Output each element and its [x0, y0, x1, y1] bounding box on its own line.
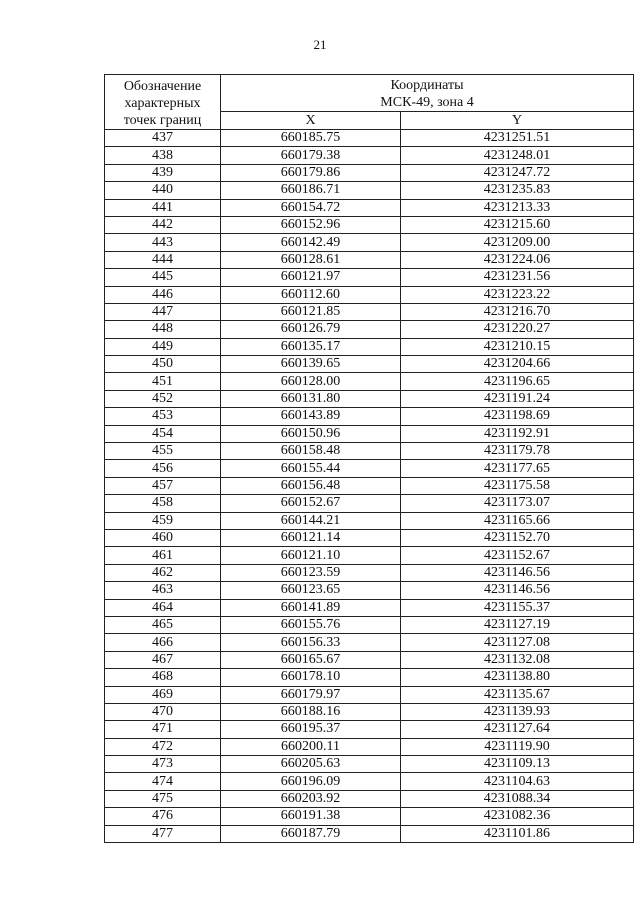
- point-cell: 468: [105, 669, 221, 686]
- table-row: [105, 703, 634, 720]
- point-cell: 467: [105, 651, 221, 668]
- point-cell: 455: [105, 443, 221, 460]
- point-cell: 454: [105, 425, 221, 442]
- table-row: [105, 686, 634, 703]
- point-cell: 469: [105, 686, 221, 703]
- y-coordinate-cell: 4231215.60: [401, 216, 634, 233]
- y-coordinate-cell: 4231152.67: [401, 547, 634, 564]
- y-coordinate-cell: 4231082.36: [401, 808, 634, 825]
- x-coordinate-cell: 660191.38: [221, 808, 401, 825]
- table-row: [105, 443, 634, 460]
- table-row: [105, 495, 634, 512]
- table-row: [105, 164, 634, 181]
- x-coordinate-cell: 660205.63: [221, 756, 401, 773]
- point-cell: 470: [105, 703, 221, 720]
- x-coordinate-cell: 660186.71: [221, 182, 401, 199]
- y-coordinate-cell: 4231146.56: [401, 582, 634, 599]
- x-coordinate-cell: 660196.09: [221, 773, 401, 790]
- point-cell: 450: [105, 356, 221, 373]
- y-coordinate-cell: 4231224.06: [401, 251, 634, 268]
- table-row: [105, 286, 634, 303]
- point-cell: 451: [105, 373, 221, 390]
- point-header-line-2: характерных: [124, 95, 201, 111]
- x-coordinate-cell: 660156.33: [221, 634, 401, 651]
- x-coordinate-cell: 660179.97: [221, 686, 401, 703]
- x-coordinate-cell: 660135.17: [221, 338, 401, 355]
- point-cell: 446: [105, 286, 221, 303]
- x-coordinate-cell: 660158.48: [221, 443, 401, 460]
- point-cell: 453: [105, 408, 221, 425]
- point-cell: 456: [105, 460, 221, 477]
- coordinate-system: МСК-49, зона 4: [380, 95, 474, 110]
- x-coordinate-cell: 660141.89: [221, 599, 401, 616]
- table-row: [105, 547, 634, 564]
- x-coordinate-cell: 660121.85: [221, 303, 401, 320]
- x-coordinate-cell: 660200.11: [221, 738, 401, 755]
- x-coordinate-cell: 660143.89: [221, 408, 401, 425]
- table-body: [105, 130, 634, 843]
- x-coordinate-cell: 660152.67: [221, 495, 401, 512]
- table-row: [105, 408, 634, 425]
- x-coordinate-cell: 660142.49: [221, 234, 401, 251]
- table-row: [105, 199, 634, 216]
- table-row: [105, 477, 634, 494]
- y-coordinate-cell: 4231127.08: [401, 634, 634, 651]
- point-cell: 447: [105, 303, 221, 320]
- x-coordinate-cell: 660112.60: [221, 286, 401, 303]
- y-coordinate-cell: 4231165.66: [401, 512, 634, 529]
- table-row: [105, 773, 634, 790]
- y-coordinate-cell: 4231152.70: [401, 529, 634, 546]
- x-coordinate-cell: 660188.16: [221, 703, 401, 720]
- point-cell: 459: [105, 512, 221, 529]
- y-coordinate-cell: 4231179.78: [401, 443, 634, 460]
- table-row: [105, 564, 634, 581]
- x-column-header: X: [221, 112, 401, 130]
- table-row: [105, 182, 634, 199]
- y-coordinate-cell: 4231104.63: [401, 773, 634, 790]
- table-row: [105, 616, 634, 633]
- table-row: [105, 216, 634, 233]
- y-column-header: Y: [401, 112, 634, 130]
- point-cell: 471: [105, 721, 221, 738]
- point-cell: 475: [105, 790, 221, 807]
- y-coordinate-cell: 4231101.86: [401, 825, 634, 842]
- coordinates-header: [221, 75, 634, 112]
- point-cell: 461: [105, 547, 221, 564]
- x-coordinate-cell: 660150.96: [221, 425, 401, 442]
- x-coordinate-cell: 660152.96: [221, 216, 401, 233]
- y-coordinate-cell: 4231251.51: [401, 130, 634, 147]
- point-cell: 444: [105, 251, 221, 268]
- point-cell: 474: [105, 773, 221, 790]
- x-coordinate-cell: 660179.38: [221, 147, 401, 164]
- point-cell: 437: [105, 130, 221, 147]
- table-row: [105, 634, 634, 651]
- y-coordinate-cell: 4231191.24: [401, 390, 634, 407]
- y-coordinate-cell: 4231247.72: [401, 164, 634, 181]
- table-row: [105, 303, 634, 320]
- x-coordinate-cell: 660144.21: [221, 512, 401, 529]
- x-coordinate-cell: 660155.76: [221, 616, 401, 633]
- y-coordinate-cell: 4231235.83: [401, 182, 634, 199]
- point-designation-header: [105, 75, 221, 130]
- table-row: [105, 130, 634, 147]
- y-coordinate-cell: 4231209.00: [401, 234, 634, 251]
- table-row: [105, 651, 634, 668]
- point-cell: 452: [105, 390, 221, 407]
- x-coordinate-cell: 660185.75: [221, 130, 401, 147]
- table-row: [105, 460, 634, 477]
- point-cell: 472: [105, 738, 221, 755]
- table-header: [105, 75, 634, 130]
- table-row: [105, 529, 634, 546]
- x-coordinate-cell: 660123.59: [221, 564, 401, 581]
- point-cell: 438: [105, 147, 221, 164]
- table-row: [105, 582, 634, 599]
- table-row: [105, 234, 634, 251]
- table-row: [105, 356, 634, 373]
- x-coordinate-cell: 660165.67: [221, 651, 401, 668]
- point-cell: 460: [105, 529, 221, 546]
- x-coordinate-cell: 660128.61: [221, 251, 401, 268]
- table-row: [105, 512, 634, 529]
- x-coordinate-cell: 660131.80: [221, 390, 401, 407]
- y-coordinate-cell: 4231177.65: [401, 460, 634, 477]
- y-coordinate-cell: 4231213.33: [401, 199, 634, 216]
- table-row: [105, 425, 634, 442]
- y-coordinate-cell: 4231138.80: [401, 669, 634, 686]
- y-coordinate-cell: 4231155.37: [401, 599, 634, 616]
- x-coordinate-cell: 660121.10: [221, 547, 401, 564]
- table-row: [105, 269, 634, 286]
- point-cell: 464: [105, 599, 221, 616]
- x-coordinate-cell: 660123.65: [221, 582, 401, 599]
- table-row: [105, 790, 634, 807]
- table-row: [105, 825, 634, 842]
- y-coordinate-cell: 4231127.64: [401, 721, 634, 738]
- y-coordinate-cell: 4231220.27: [401, 321, 634, 338]
- y-coordinate-cell: 4231223.22: [401, 286, 634, 303]
- point-cell: 445: [105, 269, 221, 286]
- y-coordinate-cell: 4231204.66: [401, 356, 634, 373]
- x-coordinate-cell: 660121.14: [221, 529, 401, 546]
- y-coordinate-cell: 4231210.15: [401, 338, 634, 355]
- point-cell: 476: [105, 808, 221, 825]
- y-coordinate-cell: 4231231.56: [401, 269, 634, 286]
- x-coordinate-cell: 660155.44: [221, 460, 401, 477]
- point-cell: 441: [105, 199, 221, 216]
- table-row: [105, 147, 634, 164]
- point-cell: 458: [105, 495, 221, 512]
- y-coordinate-cell: 4231198.69: [401, 408, 634, 425]
- point-cell: 466: [105, 634, 221, 651]
- y-coordinate-cell: 4231216.70: [401, 303, 634, 320]
- x-coordinate-cell: 660128.00: [221, 373, 401, 390]
- point-cell: 477: [105, 825, 221, 842]
- x-coordinate-cell: 660156.48: [221, 477, 401, 494]
- point-cell: 465: [105, 616, 221, 633]
- table-row: [105, 599, 634, 616]
- x-coordinate-cell: 660203.92: [221, 790, 401, 807]
- point-cell: 442: [105, 216, 221, 233]
- point-cell: 439: [105, 164, 221, 181]
- point-header-line-3: точек границ: [123, 112, 202, 128]
- y-coordinate-cell: 4231088.34: [401, 790, 634, 807]
- y-coordinate-cell: 4231192.91: [401, 425, 634, 442]
- point-cell: 463: [105, 582, 221, 599]
- y-coordinate-cell: 4231173.07: [401, 495, 634, 512]
- point-cell: 473: [105, 756, 221, 773]
- y-coordinate-cell: 4231119.90: [401, 738, 634, 755]
- table-row: [105, 808, 634, 825]
- y-coordinate-cell: 4231135.67: [401, 686, 634, 703]
- x-coordinate-cell: 660195.37: [221, 721, 401, 738]
- table-row: [105, 373, 634, 390]
- table-row: [105, 338, 634, 355]
- x-coordinate-cell: 660179.86: [221, 164, 401, 181]
- table-row: [105, 738, 634, 755]
- point-cell: 462: [105, 564, 221, 581]
- table-row: [105, 390, 634, 407]
- y-coordinate-cell: 4231146.56: [401, 564, 634, 581]
- y-coordinate-cell: 4231132.08: [401, 651, 634, 668]
- coordinates-table: [104, 74, 634, 843]
- x-coordinate-cell: 660178.10: [221, 669, 401, 686]
- x-coordinate-cell: 660187.79: [221, 825, 401, 842]
- x-coordinate-cell: 660154.72: [221, 199, 401, 216]
- page-number: 21: [313, 37, 327, 52]
- point-cell: 443: [105, 234, 221, 251]
- table-row: [105, 721, 634, 738]
- x-coordinate-cell: 660126.79: [221, 321, 401, 338]
- coordinates-title: Координаты: [390, 78, 464, 93]
- point-cell: 448: [105, 321, 221, 338]
- point-cell: 440: [105, 182, 221, 199]
- table-row: [105, 251, 634, 268]
- table-row: [105, 321, 634, 338]
- point-header-line-1: Обозначение: [123, 78, 202, 94]
- table-row: [105, 756, 634, 773]
- y-coordinate-cell: 4231196.65: [401, 373, 634, 390]
- x-coordinate-cell: 660121.97: [221, 269, 401, 286]
- y-coordinate-cell: 4231248.01: [401, 147, 634, 164]
- point-cell: 449: [105, 338, 221, 355]
- point-cell: 457: [105, 477, 221, 494]
- y-coordinate-cell: 4231127.19: [401, 616, 634, 633]
- y-coordinate-cell: 4231175.58: [401, 477, 634, 494]
- y-coordinate-cell: 4231109.13: [401, 756, 634, 773]
- table-row: [105, 669, 634, 686]
- y-coordinate-cell: 4231139.93: [401, 703, 634, 720]
- x-coordinate-cell: 660139.65: [221, 356, 401, 373]
